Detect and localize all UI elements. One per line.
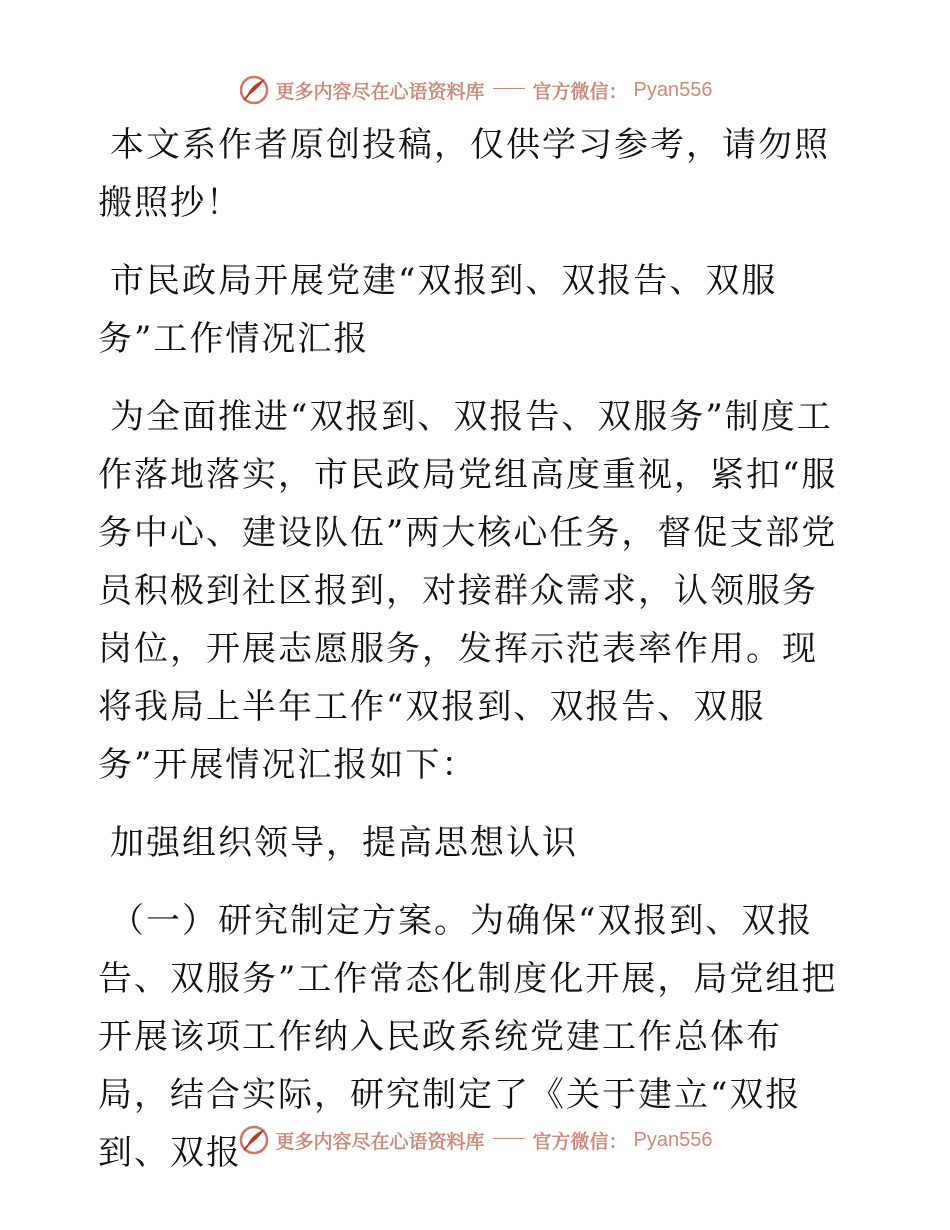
section-heading: 加强组织领导，提高思想认识 xyxy=(110,823,578,863)
quill-logo-icon xyxy=(238,1124,270,1156)
copyright-notice: 本文系作者原创投稿，仅供学习参考，请勿照搬照抄！ xyxy=(98,125,830,223)
intro-paragraph: 为全面推进“双报到、双报告、双服务”制度工作落地落实，市民政局党组高度重视，紧扣“服务中心、建设队伍”两大核心任务，督促支部党员积极到社区报到，对接群众需求，认领服务岗位，开展志愿服务，发挥示范表率作用。现将我局上半年工作“双报到、双报告、双服务”开展情况汇报如下： xyxy=(98,397,838,785)
quill-logo-icon xyxy=(238,74,270,106)
section-paragraph: （一）研究制定方案。为确保“双报到、双报告、双服务”工作常态化制度化开展，局党组把开展该项工作纳入民政系统党建工作总体布局，结合实际，研究制定了《关于建立“双报到、双报 xyxy=(98,901,838,1173)
footer-wechat-label: 官方微信： xyxy=(532,1130,628,1153)
header-wechat-label: 官方微信： xyxy=(532,80,628,103)
header-wechat-id: Pyan556 xyxy=(633,78,713,101)
header-banner xyxy=(0,70,950,110)
document-body xyxy=(98,116,850,1202)
footer-banner-dash xyxy=(493,1138,525,1139)
footer-banner-text: 更多内容尽在心语资料库 xyxy=(275,1130,485,1153)
header-banner-text: 更多内容尽在心语资料库 xyxy=(275,80,485,103)
document-title: 市民政局开展党建“双报到、双报告、双服务”工作情况汇报 xyxy=(98,261,778,359)
footer-wechat-id: Pyan556 xyxy=(633,1128,713,1151)
header-banner-dash xyxy=(493,88,525,89)
footer-banner xyxy=(0,1120,950,1160)
